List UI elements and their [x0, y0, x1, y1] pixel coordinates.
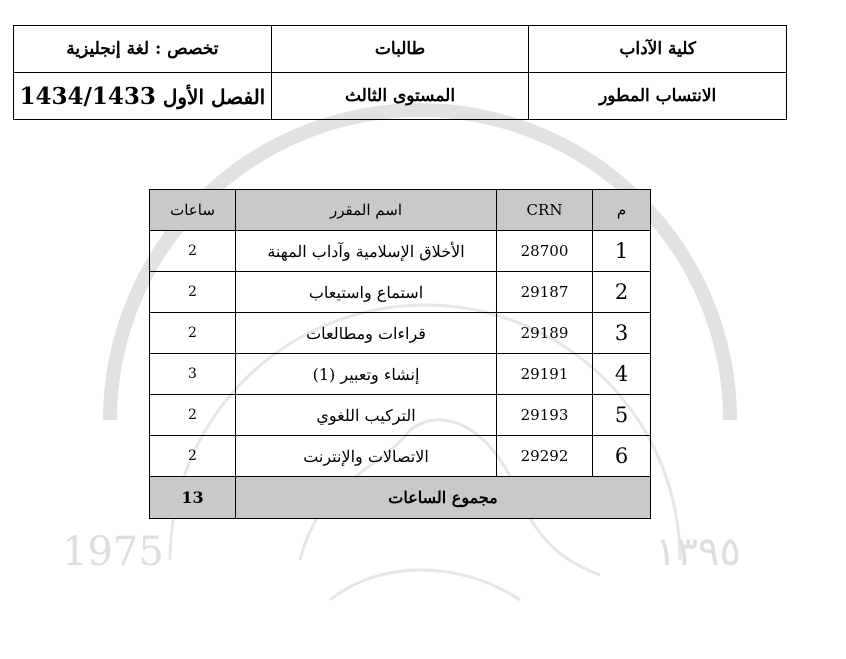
col-header-course-name: اسم المقرر [236, 190, 497, 231]
semester-label: الفصل الأول [162, 84, 266, 109]
row-index: 1 [593, 231, 651, 272]
seal-map-outline-2 [330, 570, 520, 600]
semester-year: 1434/1433 [19, 82, 156, 110]
table-row [150, 272, 651, 313]
row-course-name: التركيب اللغوي [236, 395, 497, 436]
header-row-2 [14, 73, 787, 120]
col-header-index: م [593, 190, 651, 231]
table-row [150, 313, 651, 354]
students-cell: طالبات [271, 26, 529, 73]
row-hours: 2 [150, 313, 236, 354]
col-header-hours: ساعات [150, 190, 236, 231]
row-hours: 2 [150, 272, 236, 313]
table-header-row [150, 190, 651, 231]
row-crn: 29189 [497, 313, 593, 354]
total-hours: 13 [150, 477, 236, 519]
row-hours: 3 [150, 354, 236, 395]
courses-table [149, 189, 651, 519]
row-index: 6 [593, 436, 651, 477]
row-crn: 29193 [497, 395, 593, 436]
row-course-name: استماع واستيعاب [236, 272, 497, 313]
row-index: 4 [593, 354, 651, 395]
watermark-year-right: ١٣٩٥ [655, 529, 741, 575]
row-course-name: قراءات ومطالعات [236, 313, 497, 354]
total-row [150, 477, 651, 519]
header-table [13, 25, 787, 120]
table-row [150, 231, 651, 272]
major-cell: تخصص : لغة إنجليزية [14, 26, 272, 73]
row-course-name: الاتصالات والإنترنت [236, 436, 497, 477]
row-crn: 29191 [497, 354, 593, 395]
row-index: 2 [593, 272, 651, 313]
header-row-1 [14, 26, 787, 73]
total-label: مجموع الساعات [236, 477, 651, 519]
row-crn: 29292 [497, 436, 593, 477]
row-hours: 2 [150, 436, 236, 477]
table-row [150, 436, 651, 477]
row-hours: 2 [150, 231, 236, 272]
row-crn: 28700 [497, 231, 593, 272]
row-crn: 29187 [497, 272, 593, 313]
row-index: 5 [593, 395, 651, 436]
semester-cell [14, 73, 272, 120]
table-row [150, 395, 651, 436]
row-course-name: الأخلاق الإسلامية وآداب المهنة [236, 231, 497, 272]
table-row [150, 354, 651, 395]
watermark-year-left: 1975 [62, 529, 164, 575]
row-course-name: إنشاء وتعبير (1) [236, 354, 497, 395]
row-index: 3 [593, 313, 651, 354]
col-header-crn: CRN [497, 190, 593, 231]
level-cell: المستوى الثالث [271, 73, 529, 120]
row-hours: 2 [150, 395, 236, 436]
program-cell: الانتساب المطور [529, 73, 787, 120]
college-cell: كلية الآداب [529, 26, 787, 73]
